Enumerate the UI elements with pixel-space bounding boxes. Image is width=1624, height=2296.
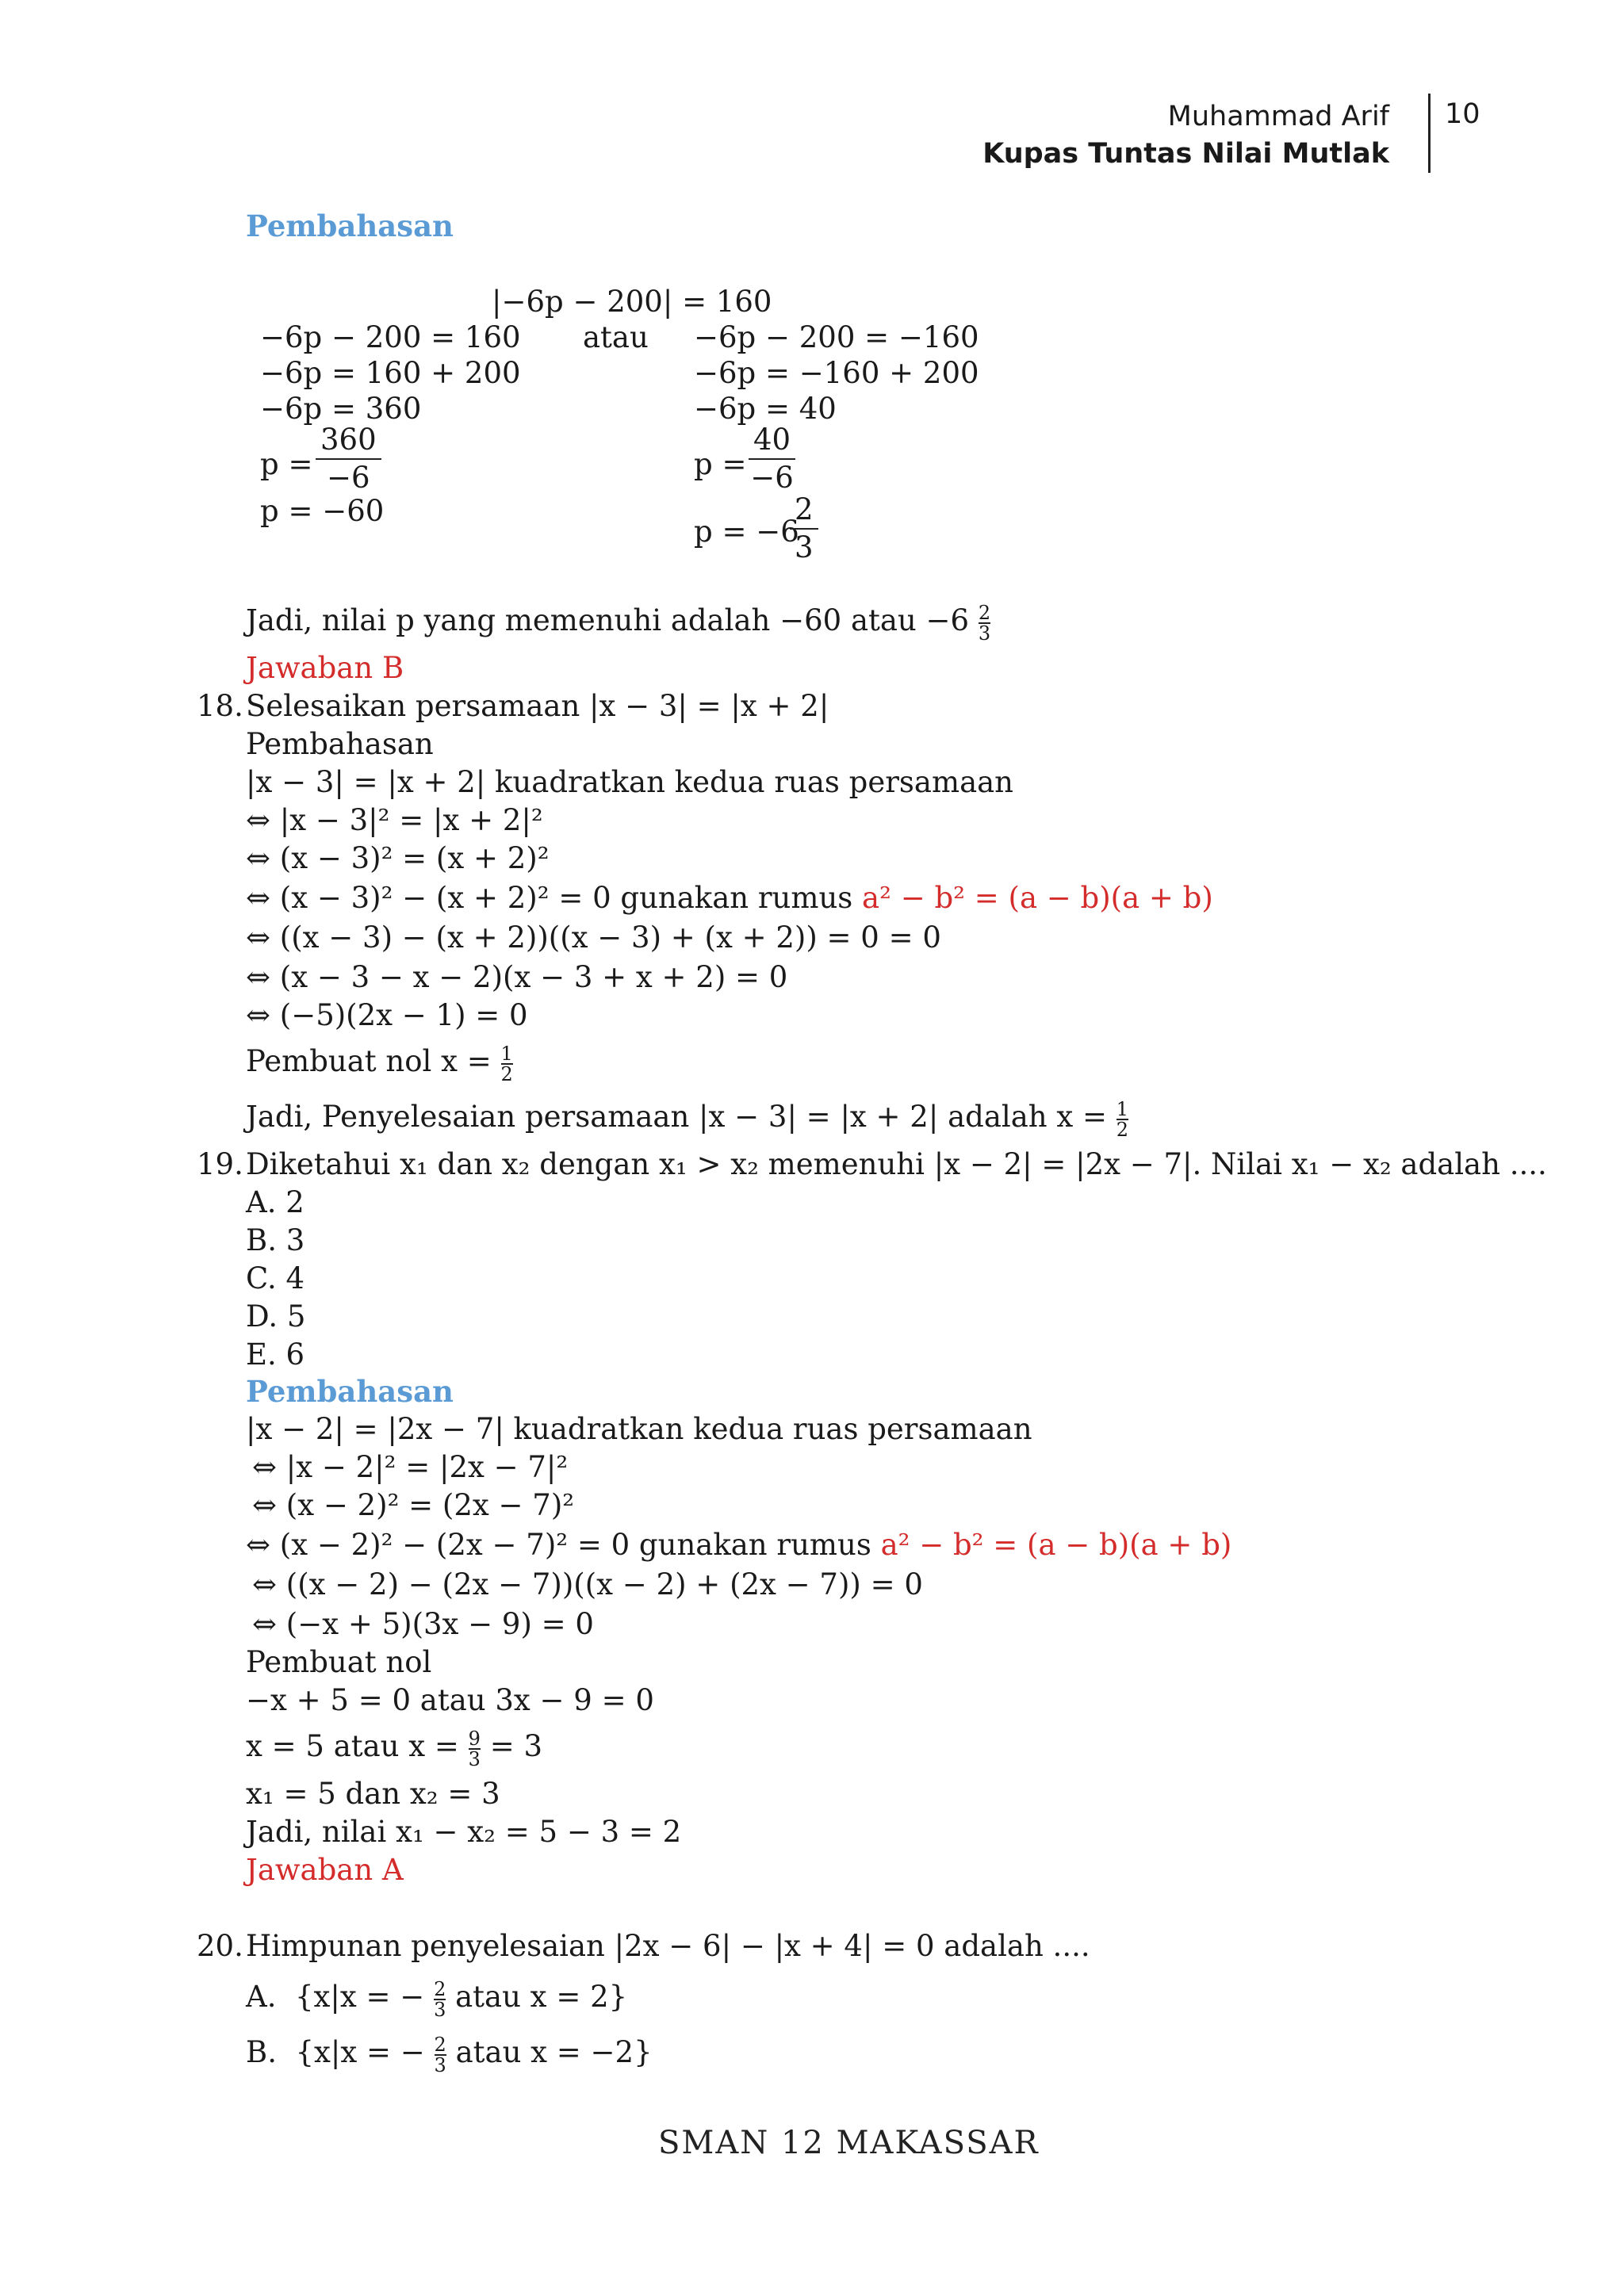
option-set: {x|x = − [295, 2035, 425, 2069]
step [246, 880, 1213, 916]
conclusion-text: Jadi, nilai p yang memenuhi adalah −60 atau −6 [246, 603, 970, 637]
step [246, 1043, 513, 1084]
fraction [469, 1729, 481, 1769]
answer-label: Jawaban A [246, 1853, 404, 1887]
denominator: 2 [500, 1062, 513, 1085]
step: |x − 3| = |x + 2| kuadratkan kedua ruas persamaan [246, 765, 1014, 799]
option-b: B. 3 [246, 1223, 305, 1257]
numerator: 1 [500, 1042, 513, 1065]
option-d: D. 5 [246, 1299, 306, 1334]
option-c: C. 4 [246, 1261, 305, 1295]
option-set-end: atau x = 2} [455, 1980, 628, 2014]
equation-right: −6p − 200 = −160 [694, 320, 979, 354]
step: ⇔ ((x − 3) − (x + 2))((x − 3) + (x + 2)) = 0 = 0 [246, 920, 941, 955]
step [246, 1728, 542, 1769]
p-equals: p = [260, 447, 313, 481]
fraction [790, 492, 818, 566]
fraction [501, 1044, 513, 1084]
equation-right [694, 514, 799, 550]
step: ⇔ (x − 2)² = (2x − 7)² [252, 1488, 575, 1522]
denominator: 2 [1116, 1118, 1129, 1141]
step: ⇔ (x − 3)² = (x + 2)² [246, 841, 550, 875]
step: ⇔ (−x + 5)(3x − 9) = 0 [252, 1607, 594, 1641]
section-heading: Pembahasan [246, 1374, 454, 1409]
step: −x + 5 = 0 atau 3x − 9 = 0 [246, 1683, 654, 1717]
page-number: 10 [1445, 98, 1480, 130]
page-footer: SMAN 12 MAKASSAR [658, 2125, 1040, 2161]
equation-left: −6p = 360 [260, 392, 422, 426]
option-a: A. 2 [246, 1185, 304, 1219]
question-text: Diketahui x₁ dan x₂ dengan x₁ > x₂ memenuhi |x − 2| = |2x − 7|. Nilai x₁ − x₂ adalah .... [246, 1147, 1547, 1181]
conclusion: Jadi, nilai x₁ − x₂ = 5 − 3 = 2 [246, 1815, 682, 1849]
numerator: 40 [749, 422, 795, 460]
step: ⇔ (x − 3 − x − 2)(x − 3 + x + 2) = 0 [246, 960, 788, 994]
step: ⇔ (−5)(2x − 1) = 0 [246, 998, 528, 1032]
equation-left: −6p − 200 = 160 [260, 320, 521, 354]
step: |x − 2| = |2x − 7| kuadratkan kedua ruas persamaan [246, 1412, 1032, 1446]
option-a [246, 1979, 627, 2019]
equation: |−6p − 200| = 160 [492, 285, 772, 319]
step: x₁ = 5 dan x₂ = 3 [246, 1777, 500, 1811]
option-letter: B. [246, 2035, 277, 2069]
step-text: ⇔ (x − 3)² − (x + 2)² = 0 gunakan rumus [246, 881, 863, 915]
denominator: 3 [468, 1747, 481, 1770]
denominator: −6 [750, 461, 794, 495]
question-text: Selesaikan persamaan |x − 3| = |x + 2| [246, 689, 829, 723]
formula: a² − b² = (a − b)(a + b) [862, 881, 1213, 915]
fraction [749, 422, 795, 496]
denominator: 3 [434, 1998, 446, 2021]
atau-label: atau [583, 320, 649, 354]
author-name: Muhammad Arif [1167, 101, 1389, 132]
section-heading: Pembahasan [246, 209, 454, 243]
option-set: {x|x = − [295, 1980, 425, 2014]
equation-left: −6p = 160 + 200 [260, 356, 521, 390]
denominator: −6 [327, 461, 370, 495]
question-text: Himpunan penyelesaian |2x − 6| − |x + 4| = 0 adalah .... [246, 1929, 1090, 1963]
conclusion [246, 1099, 1128, 1139]
p-equals: p = [694, 447, 747, 481]
formula: a² − b² = (a − b)(a + b) [880, 1528, 1232, 1562]
fraction [316, 422, 381, 496]
option-set-end: atau x = −2} [455, 2035, 653, 2069]
document-title: Kupas Tuntas Nilai Mutlak [982, 138, 1389, 170]
step-text: x = 5 atau x = [246, 1729, 459, 1763]
step: ⇔ ((x − 2) − (2x − 7))((x − 2) + (2x − 7)) = 0 [252, 1567, 923, 1601]
step: ⇔ |x − 3|² = |x + 2|² [246, 803, 543, 837]
step-text: Pembuat nol x = [246, 1044, 492, 1078]
option-b [246, 2034, 653, 2075]
mixed-whole: p = −6 [694, 515, 799, 549]
question-number: 20. [197, 1929, 243, 1963]
page-header [982, 98, 1389, 173]
equation-right: −6p = −160 + 200 [694, 356, 979, 390]
numerator: 2 [978, 601, 991, 624]
fraction [1116, 1097, 1129, 1141]
header-divider [1428, 94, 1431, 173]
denominator: 3 [795, 530, 814, 564]
section-heading: Pembahasan [246, 727, 434, 761]
step: ⇔ |x − 2|² = |2x − 7|² [252, 1450, 569, 1484]
numerator: 2 [790, 492, 818, 530]
step: Pembuat nol [246, 1645, 432, 1679]
step [246, 1527, 1231, 1563]
conclusion [246, 603, 990, 643]
equation-right: −6p = 40 [694, 392, 837, 426]
denominator: 3 [978, 622, 991, 645]
answer-label: Jawaban B [246, 651, 404, 685]
numerator: 9 [468, 1727, 481, 1750]
fraction [435, 2035, 446, 2075]
fraction [434, 1977, 446, 2021]
conclusion-text: Jadi, Penyelesaian persamaan |x − 3| = |x + 2| adalah x = [246, 1100, 1107, 1134]
denominator: 3 [434, 2053, 446, 2076]
equation-left: p = −60 [260, 494, 385, 528]
numerator: 1 [1116, 1097, 1129, 1120]
numerator: 2 [434, 1977, 446, 2000]
fraction [979, 603, 990, 643]
numerator: 2 [434, 2033, 446, 2056]
step-text: = 3 [489, 1729, 543, 1763]
step-text: ⇔ (x − 2)² − (2x − 7)² = 0 gunakan rumus [246, 1528, 881, 1562]
numerator: 360 [316, 422, 381, 460]
option-e: E. 6 [246, 1337, 305, 1372]
question-number: 19. [197, 1147, 243, 1181]
option-letter: A. [246, 1980, 277, 2014]
question-number: 18. [197, 689, 243, 723]
